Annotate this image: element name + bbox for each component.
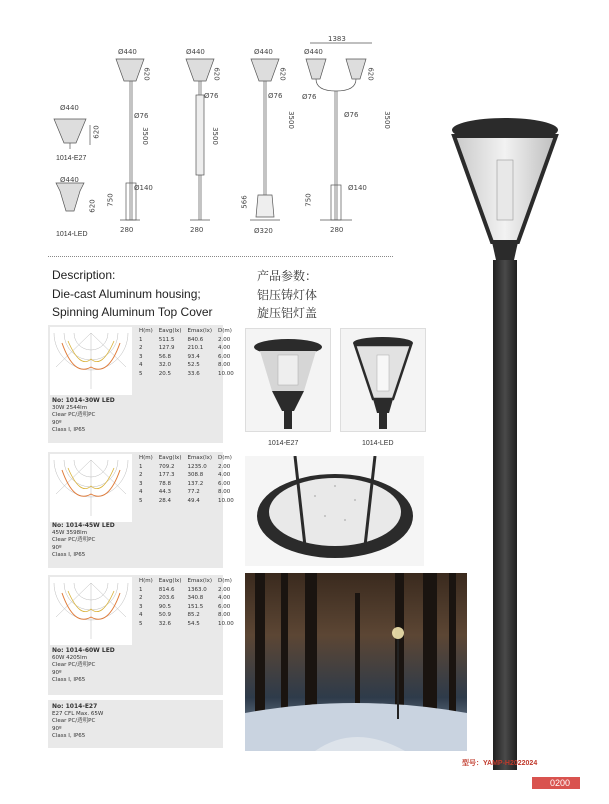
description-line-1: Die-cast Aluminum housing;	[52, 287, 201, 301]
table-row	[136, 488, 237, 497]
polar-diagram	[50, 454, 132, 522]
table-row	[136, 353, 237, 362]
cell: 2	[139, 472, 143, 479]
cell: 2.00	[218, 586, 231, 593]
cell: 20.5	[158, 370, 172, 377]
panel-model: No: 1014-60W LED	[52, 647, 115, 654]
cell: 127.9	[158, 345, 175, 352]
panel-info-line: Clear PC/透明PC	[52, 662, 96, 669]
dim-d76-pole3: Ø76	[268, 92, 283, 100]
dim-750-pole1: 750	[106, 193, 115, 207]
cell: 90.5	[158, 603, 172, 610]
photometric-table	[136, 454, 237, 506]
cell: 4	[139, 612, 143, 619]
description-cn-line-2: 旋压铝灯盖	[257, 306, 318, 320]
dim-d140-pole1: Ø140	[134, 184, 153, 192]
cell: 4	[139, 362, 143, 369]
panel-info-line: Class I, IP65	[52, 733, 86, 740]
cell: 10.00	[218, 497, 234, 504]
cell: 3	[139, 480, 143, 487]
cell: 5	[139, 497, 143, 504]
dim-d140-pole4: Ø140	[348, 184, 367, 192]
photo-1014-led	[340, 328, 426, 432]
cell: 78.8	[158, 480, 172, 487]
dim-d76-pole4-b: Ø76	[344, 111, 359, 119]
cell: 6.00	[218, 603, 231, 610]
dim-d440-pole4: Ø440	[304, 48, 323, 56]
dim-620-pole4: 620	[366, 67, 375, 81]
cell: 709.2	[158, 463, 175, 470]
panel-info-line: 90º	[52, 544, 62, 551]
th-emax: Emax(lx)	[187, 455, 213, 461]
cell: 151.5	[187, 603, 204, 610]
cell: 5	[139, 370, 143, 377]
cell: 137.2	[187, 480, 204, 487]
cell: 10.00	[218, 370, 234, 377]
table-row	[136, 620, 237, 629]
cell: 814.6	[158, 586, 175, 593]
panel-info-line: 90º	[52, 419, 62, 426]
panel-info	[52, 397, 115, 435]
dim-d440-small-e27: Ø440	[60, 176, 79, 184]
panel-info-line: Class I, IP65	[52, 677, 86, 684]
panel-info-line: Clear PC/透明PC	[52, 412, 96, 419]
cell: 203.6	[158, 595, 175, 602]
panel-info-line: Clear PC/透明PC	[52, 718, 96, 725]
page-number: 0200	[532, 777, 580, 789]
panel-info-line: 45W 3598lm	[52, 529, 88, 536]
cell: 85.2	[187, 612, 200, 619]
cell: 210.1	[187, 345, 204, 352]
cell: 33.6	[187, 370, 200, 377]
dim-d76-pole4-a: Ø76	[302, 93, 317, 101]
cell: 2	[139, 345, 143, 352]
panel-model: No: 1014-45W LED	[52, 522, 115, 529]
table-row	[136, 336, 237, 345]
cell: 3	[139, 353, 143, 360]
dim-280-pole4: 280	[330, 226, 344, 234]
dim-d440-pole2: Ø440	[186, 48, 205, 56]
photo-1014-e27	[245, 328, 331, 432]
description-cn-line-1: 铝压铸灯体	[257, 288, 318, 302]
cell: 6.00	[218, 480, 231, 487]
photo-night-scene	[245, 573, 467, 751]
cell: 56.8	[158, 353, 172, 360]
cell: 4.00	[218, 472, 231, 479]
cell: 840.6	[187, 336, 204, 343]
cell: 340.8	[187, 595, 204, 602]
table-row	[136, 611, 237, 620]
dim-750-pole4: 750	[304, 193, 313, 207]
dim-566-pole3: 566	[240, 195, 249, 209]
dim-d320-pole3: Ø320	[254, 227, 273, 235]
caption-1014-e27: 1014-E27	[268, 440, 299, 447]
cell: 308.8	[187, 472, 204, 479]
dim-d440-pole1: Ø440	[118, 48, 137, 56]
dim-620-small-e27: 620	[88, 199, 97, 213]
panel-model: No: 1014-30W LED	[52, 397, 115, 404]
cell: 50.9	[158, 612, 172, 619]
technical-drawings	[40, 35, 420, 245]
cell: 54.5	[187, 620, 200, 627]
small-e27-label: 1014-E27	[56, 155, 87, 162]
cell: 8.00	[218, 489, 231, 496]
cell: 32.6	[158, 620, 172, 627]
panel-info	[52, 703, 103, 741]
photo-lamp-closeup	[245, 456, 424, 566]
dim-620-pole3: 620	[278, 67, 287, 81]
th-h: H(m)	[139, 455, 153, 461]
polar-diagram	[50, 577, 132, 645]
dim-280-pole2: 280	[190, 226, 204, 234]
panel-info-line: Class I, IP65	[52, 427, 86, 434]
dim-3500-pole3: 3500	[286, 111, 295, 129]
panel-info-line: 90º	[52, 669, 62, 676]
cell: 2.00	[218, 463, 231, 470]
cell: 2	[139, 595, 143, 602]
table-row	[136, 361, 237, 370]
description-title: Description:	[52, 268, 116, 282]
polar-diagram	[50, 327, 132, 395]
cell: 49.4	[187, 497, 200, 504]
table-row	[136, 603, 237, 612]
photometric-table	[136, 577, 237, 629]
table-row	[136, 586, 237, 595]
table-row	[136, 370, 237, 379]
th-emax: Emax(lx)	[187, 328, 213, 334]
footer-model-code: 型号：YAMP-H2022024	[462, 760, 538, 767]
cell: 4.00	[218, 595, 231, 602]
th-d: D(m)	[218, 578, 232, 584]
dim-d440-small-led: Ø440	[60, 104, 79, 112]
cell: 511.5	[158, 336, 175, 343]
photometric-panel-45w	[48, 452, 234, 568]
dim-d440-pole3: Ø440	[254, 48, 273, 56]
dim-620-small-led: 620	[92, 125, 101, 139]
cell: 93.4	[187, 353, 200, 360]
dim-1383-pole4: 1383	[328, 35, 346, 43]
th-eavg: Eavg(lx)	[158, 328, 182, 334]
cell: 8.00	[218, 362, 231, 369]
cell: 4	[139, 489, 143, 496]
cell: 1363.0	[187, 586, 207, 593]
dim-d76-pole2: Ø76	[204, 92, 219, 100]
panel-info-line: Clear PC/透明PC	[52, 537, 96, 544]
panel-info-line: 60W 4205lm	[52, 654, 88, 661]
table-row	[136, 344, 237, 353]
cell: 44.3	[158, 489, 172, 496]
th-h: H(m)	[139, 328, 153, 334]
th-d: D(m)	[218, 328, 232, 334]
photometric-panel-60w	[48, 575, 234, 695]
dim-3500-pole4: 3500	[382, 111, 391, 129]
cell: 6.00	[218, 353, 231, 360]
description-line-2: Spinning Aluminum Top Cover	[52, 305, 213, 319]
e27-panel	[48, 700, 223, 748]
cell: 1	[139, 586, 143, 593]
panel-info	[52, 522, 115, 560]
dim-3500-pole1: 3500	[140, 127, 149, 145]
photometric-table	[136, 327, 237, 379]
dim-620-pole2: 620	[212, 67, 221, 81]
table-row	[136, 497, 237, 506]
cell: 28.4	[158, 497, 172, 504]
th-h: H(m)	[139, 578, 153, 584]
cell: 1235.0	[187, 463, 207, 470]
th-eavg: Eavg(lx)	[158, 578, 182, 584]
dim-280-pole1: 280	[120, 226, 134, 234]
caption-1014-led: 1014-LED	[362, 440, 394, 447]
table-row	[136, 463, 237, 472]
panel-info	[52, 647, 115, 685]
panel-model: No: 1014-E27	[52, 703, 98, 710]
th-emax: Emax(lx)	[187, 578, 213, 584]
table-row	[136, 480, 237, 489]
panel-info-line: 30W 2544lm	[52, 404, 88, 411]
description-cn-title: 产品参数：	[257, 269, 318, 283]
panel-info-line: 90º	[52, 725, 62, 732]
cell: 1	[139, 463, 143, 470]
dim-620-pole1: 620	[142, 67, 151, 81]
table-row	[136, 471, 237, 480]
cell: 8.00	[218, 612, 231, 619]
section-divider	[48, 256, 393, 257]
panel-info-line: Class I, IP65	[52, 552, 86, 559]
cell: 10.00	[218, 620, 234, 627]
cell: 77.2	[187, 489, 200, 496]
cell: 32.0	[158, 362, 172, 369]
cell: 177.3	[158, 472, 175, 479]
table-row	[136, 594, 237, 603]
th-eavg: Eavg(lx)	[158, 455, 182, 461]
cell: 3	[139, 603, 143, 610]
cell: 5	[139, 620, 143, 627]
cell: 4.00	[218, 345, 231, 352]
cell: 2.00	[218, 336, 231, 343]
th-d: D(m)	[218, 455, 232, 461]
small-led-label: 1014-LED	[56, 231, 88, 238]
cell: 1	[139, 336, 143, 343]
dim-d76-pole1: Ø76	[134, 112, 149, 120]
panel-info-line: E27 CFL Max. 65W	[52, 710, 104, 717]
cell: 52.5	[187, 362, 200, 369]
photometric-panel-30w	[48, 325, 234, 443]
dim-3500-pole2: 3500	[210, 127, 219, 145]
